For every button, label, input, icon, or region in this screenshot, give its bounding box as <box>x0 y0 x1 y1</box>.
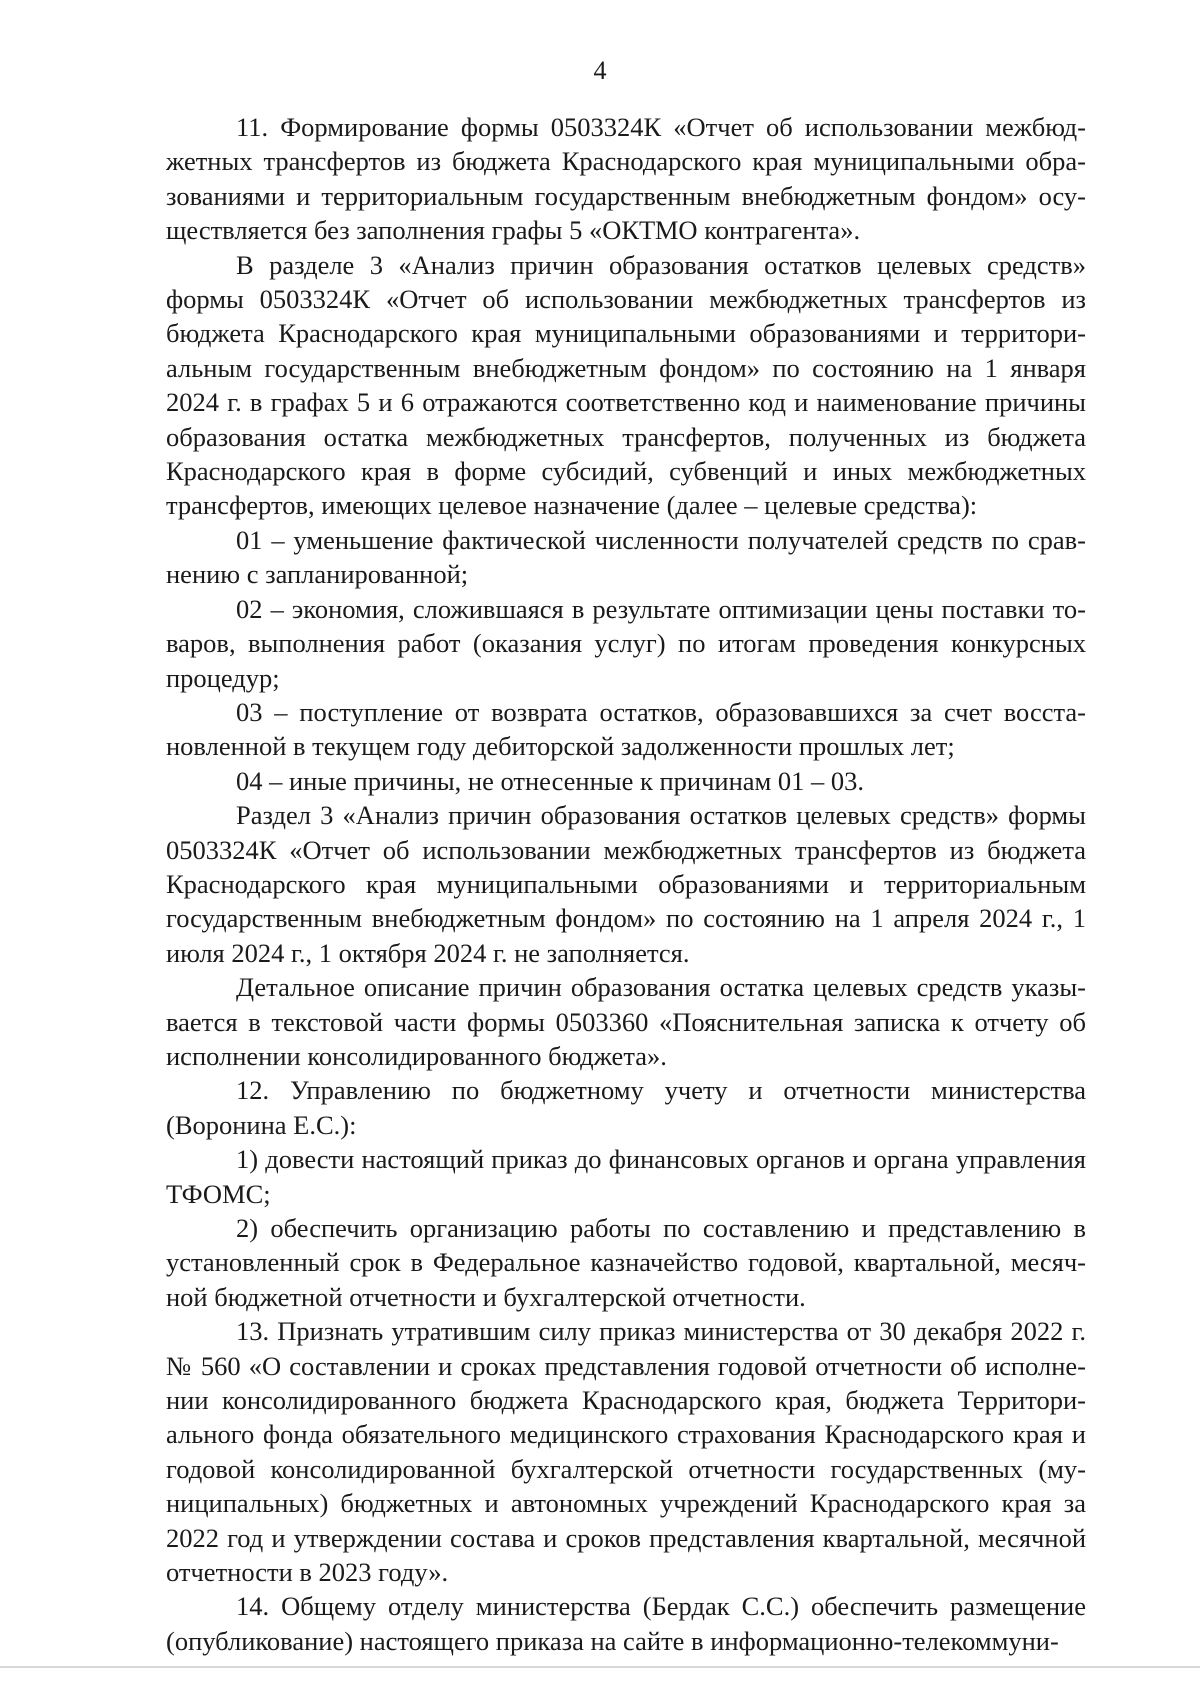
page-number: 4 <box>593 56 607 85</box>
reason-code-02: 02 – экономия, сложившаяся в результате оптимизации цены поставки товаров, выполнения работ (оказания услуг) по итогам проведения конкурсных процедур; <box>166 593 1086 693</box>
paragraph-item-12: 12. Управлению по бюджетному учету и отчетности министерства (Воронина Е.С.): <box>166 1075 1086 1140</box>
reason-code-01: 01 – уменьшение фактической численности получателей средств по сравнению с запланированной; <box>166 524 1086 590</box>
reason-code-04: 04 – иные причины, не отнесенные к причинам 01 – 03. <box>236 765 865 796</box>
document-body <box>166 110 1086 1658</box>
paragraph-item-11: 11. Формирование формы 0503324К «Отчет об использовании межбюджетных трансфертов из бюджета Краснодарского края муниципальными образованиями и территориальным государственным внебюджетным фондом» осуществляется без заполнения графы 5 «ОКТМО контрагента». <box>166 112 1086 246</box>
subitem-12-1: 1) довести настоящий приказ до финансовых органов и органа управления ТФОМС; <box>166 1144 1086 1209</box>
reason-code-03: 03 – поступление от возврата остатков, образовавшихся за счет восстановленной в текущем году дебиторской задолженности прошлых лет; <box>166 696 1086 762</box>
paragraph-detailed-description: Детальное описание причин образования остатка целевых средств указывается в текстовой части формы 0503360 «Пояснительная записка к отчету об исполнении консолидированного бюджета». <box>166 972 1086 1071</box>
bottom-scan-edge <box>0 1666 1200 1668</box>
paragraph-section-3-reasons: В разделе 3 «Анализ причин образования остатков целевых средств» формы 0503324К «Отчет об использовании межбюджетных трансфертов из бюджета Краснодарского края муниципальными образованиями и территориальным государственным внебюджетным фондом» по состоянию на 1 января 2024 г. в графах 5 и 6 отражаются соответственно код и наименование причины образования остатка межбюджетных трансфертов, полученных из бюджета Краснодарского края в форме субсидий, субвенций и иных межбюджетных трансфертов, имеющих целевое назначение (далее – целевые средства): <box>166 249 1086 521</box>
subitem-12-2: 2) обеспечить организацию работы по составлению и представлению в установленный срок в Федеральное казначейство годовой, квартальной, месячной бюджетной отчетности и бухгалтерской отчетности. <box>166 1213 1086 1312</box>
paragraph-item-14: 14. Общему отделу министерства (Бердак С.С.) обеспечить размещение (опубликование) настоящего приказа на сайте в информационно-телекоммуни- <box>166 1591 1086 1656</box>
paragraph-section-3-not-filled: Раздел 3 «Анализ причин образования остатков целевых средств» формы 0503324К «Отчет об использовании межбюджетных трансфертов из бюджета Краснодарского края муниципальными образованиями и территориальным государственным внебюджетным фондом» по состоянию на 1 апреля 2024 г., 1 июля 2024 г., 1 октября 2024 г. не заполняется. <box>166 800 1086 968</box>
paragraph-item-13: 13. Признать утратившим силу приказ министерства от 30 декабря 2022 г. № 560 «О составлении и сроках представления годовой отчетности об исполнении консолидированного бюджета Краснодарского края, бюджета Территориального фонда обязательного медицинского страхования Краснодарского края и годовой консолидированной бухгалтерской отчетности государственных (муниципальных) бюджетных и автономных учреждений Краснодарского края за 2022 год и утверждении состава и сроков представления квартальной, месячной отчетности в 2023 году». <box>166 1316 1086 1588</box>
